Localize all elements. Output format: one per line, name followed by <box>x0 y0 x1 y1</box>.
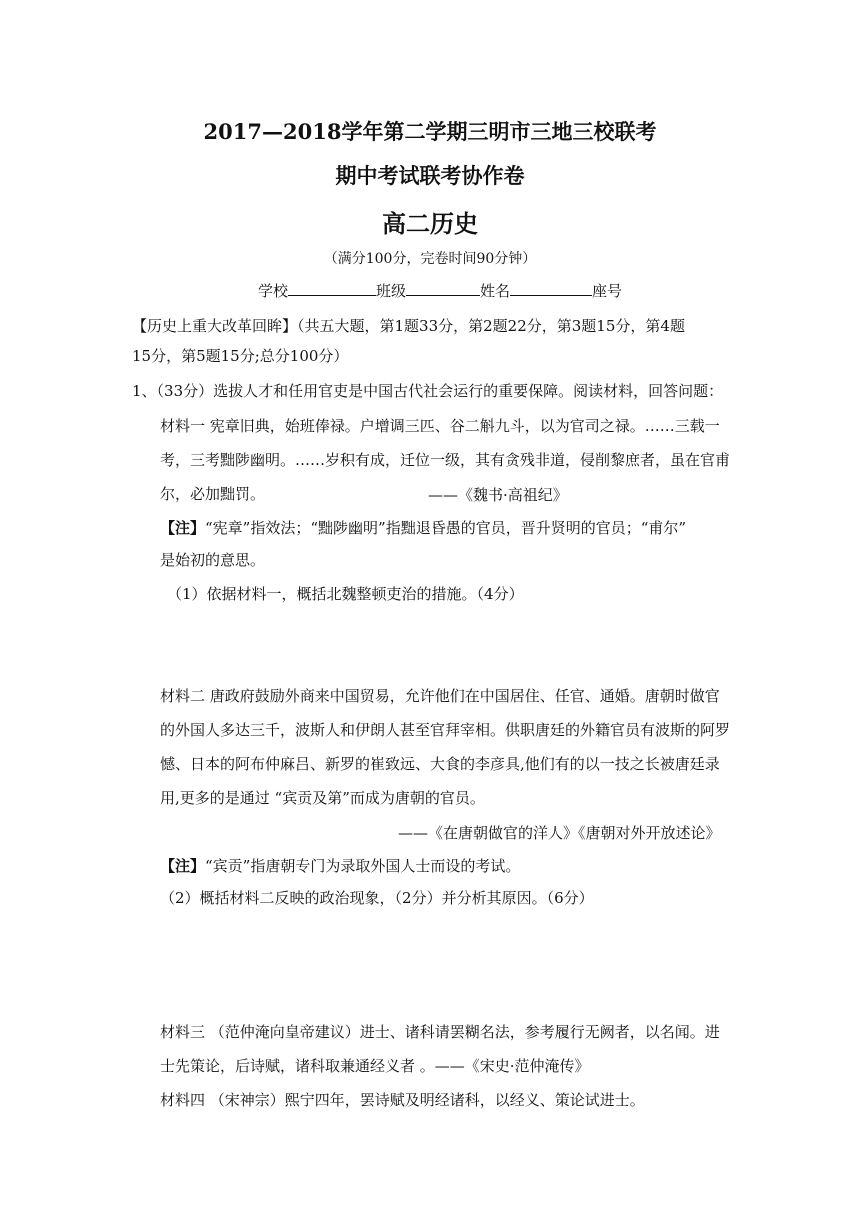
name-label: 姓名 <box>480 282 511 300</box>
class-blank <box>406 281 480 296</box>
note1-line1 <box>160 518 686 538</box>
material2-line2: 的外国人多达三千，波斯人和伊朗人甚至官拜宰相。供职唐廷的外籍官员有波斯的阿罗 <box>160 721 731 739</box>
q1-intro: 1、（33分）选拔人才和任用官吏是中国古代社会运行的重要保障。阅读材料，回答问题： <box>132 382 724 400</box>
material3-line2: 士先策论，后诗赋，诸科取兼通经义者 。——《宋史·范仲淹传》 <box>160 1057 590 1075</box>
material3-line1: 材料三 （范仲淹向皇帝建议）进士、诸科请罢糊名法，参考履行无阙者，以名闻。进 <box>160 1023 720 1041</box>
exam-title-line1: 2017—2018学年第二学期三明市三地三校联考 <box>203 119 657 144</box>
sub-question-1: （1）依据材料一，概括北魏整顿吏治的措施。（4分） <box>167 585 524 603</box>
material1-line3: 尔，必加黜罚。 <box>160 485 266 503</box>
section-heading-line2: 15分，第5题15分;总分100分） <box>132 347 349 365</box>
note1-text: “宪章”指效法；“黜陟幽明”指黜退昏愚的官员，晋升贤明的官员；“甫尔” <box>205 519 687 537</box>
exam-title-line2: 期中考试联考协作卷 <box>335 163 525 188</box>
material2-line3: 憾、日本的阿布仲麻吕、新罗的崔致远、大食的李彦具,他们有的以一技之长被唐廷录 <box>160 755 720 773</box>
note1-line2: 是始初的意思。 <box>160 551 266 569</box>
note2-text: “宾贡”指唐朝专门为录取外国人士而设的考试。 <box>205 857 521 875</box>
note2-line <box>160 856 520 876</box>
exam-subject-title: 高二历史 <box>382 209 478 238</box>
note2-tag: 【注】 <box>160 857 206 875</box>
material1-line2: 考，三考黜陟幽明。……岁积有成，迁位一级，其有贪残非道，侵削黎庶者，虽在官甫 <box>160 451 731 469</box>
material4-line1: 材料四 （宋神宗）熙宁四年，罢诗赋及明经诸科，以经义、策论试进士。 <box>160 1091 645 1109</box>
name-blank <box>510 281 592 296</box>
school-blank <box>288 281 376 296</box>
seat-label: 座号 <box>592 282 623 300</box>
material1-source: ——《魏书·高祖纪》 <box>428 486 568 504</box>
note1-tag: 【注】 <box>160 519 206 537</box>
section-heading-line1: 【历史上重大改革回眸】（共五大题，第1题33分，第2题22分，第3题15分，第4题 <box>132 317 685 335</box>
material2-source: ——《在唐朝做官的洋人》《唐朝对外开放述论》 <box>398 824 721 842</box>
sub-question-2: （2）概括材料二反映的政治现象，（2分）并分析其原因。（6分） <box>160 889 594 907</box>
school-label: 学校 <box>258 282 289 300</box>
student-info-row <box>258 281 622 301</box>
class-label: 班级 <box>376 282 407 300</box>
material2-line4: 用,更多的是通过 “宾贡及第”而成为唐朝的官员。 <box>160 789 485 807</box>
material2-line1: 材料二 唐政府鼓励外商来中国贸易，允许他们在中国居住、任官、通婚。唐朝时做官 <box>160 687 720 705</box>
material1-line1: 材料一 宪章旧典，始班俸禄。户增调三匹、谷二斛九斗，以为官司之禄。……三载一 <box>160 417 720 435</box>
exam-info: （满分100分，完卷时间90分钟） <box>323 251 537 267</box>
